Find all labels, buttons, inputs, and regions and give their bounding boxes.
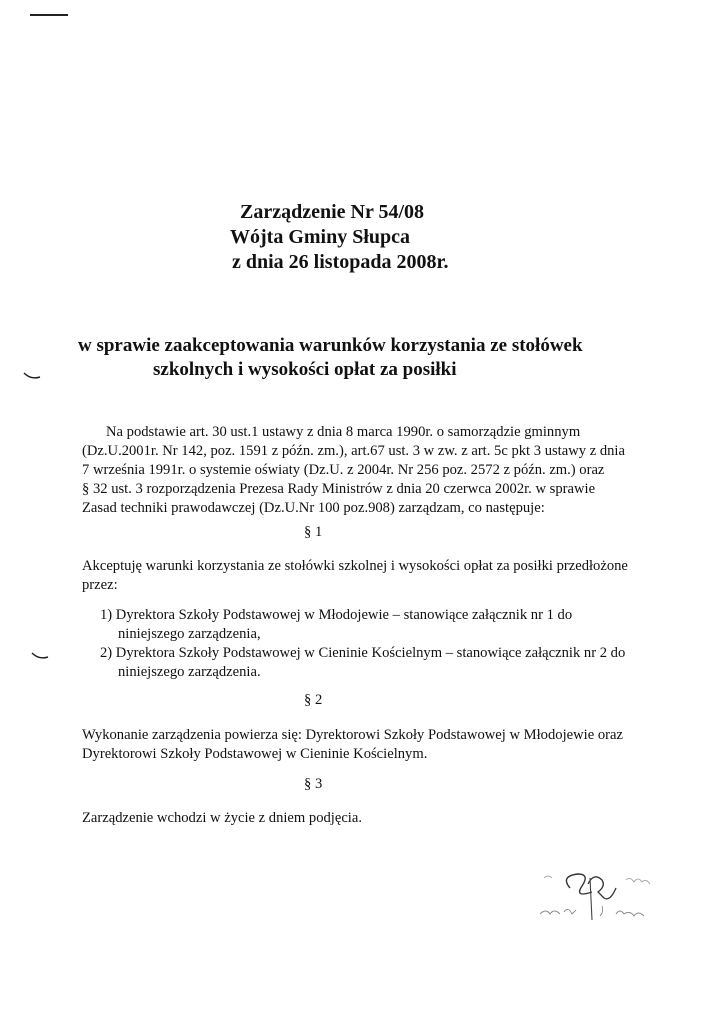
list-item-continuation: niniejszego zarządzenia, (118, 626, 261, 642)
text-line: Wykonanie zarządzenia powierza się: Dyrektorowi Szkoły Podstawowej w Młodojewie oraz (82, 727, 623, 743)
section-heading: § 1 (304, 524, 323, 540)
principal-list (100, 606, 640, 682)
title-line: z dnia 26 listopada 2008r. (232, 251, 449, 273)
section-heading: § 2 (304, 692, 323, 708)
title-line: Zarządzenie Nr 54/08 (240, 201, 425, 223)
text-line: przez: (82, 577, 118, 593)
subject-line: szkolnych i wysokości opłat za posiłki (153, 359, 457, 380)
title-line: Wójta Gminy Słupca (230, 226, 411, 248)
text-line: (Dz.U.2001r. Nr 142, poz. 1591 z późn. zm.), art.67 ust. 3 w zw. z art. 5c pkt 3 ustawy z dnia (82, 443, 625, 459)
section-heading: § 3 (304, 776, 323, 792)
subject-line: w sprawie zaakceptowania warunków korzystania ze stołówek (78, 335, 583, 356)
list-item-continuation: niniejszego zarządzenia. (118, 664, 261, 680)
legal-basis-paragraph (82, 423, 642, 518)
text-line: Akceptuję warunki korzystania ze stołówki szkolnej i wysokości opłat za posiłki przedłożone (82, 558, 628, 574)
accept-paragraph (82, 557, 642, 595)
execution-paragraph (82, 726, 642, 764)
handwritten-signature (530, 858, 680, 938)
scan-tick-mark (30, 650, 50, 662)
text-line: § 32 ust. 3 rozporządzenia Prezesa Rady Ministrów z dnia 20 czerwca 2002r. w sprawie (82, 481, 596, 497)
scan-mark-top (30, 14, 68, 16)
list-item: 1) Dyrektora Szkoły Podstawowej w Młodojewie – stanowiące załącznik nr 1 do (100, 607, 573, 623)
text-line: Zasad techniki prawodawczej (Dz.U.Nr 100 poz.908) zarządzam, co następuje: (82, 500, 545, 516)
scan-tick-mark (22, 370, 42, 382)
document-title (230, 200, 530, 275)
final-paragraph: Zarządzenie wchodzi w życie z dniem podjęcia. (82, 810, 362, 826)
text-line: Na podstawie art. 30 ust.1 ustawy z dnia 8 marca 1990r. o samorządzie gminnym (106, 424, 581, 440)
text-line: Dyrektorowi Szkoły Podstawowej w Cieninie Kościelnym. (82, 746, 428, 762)
document-subject (78, 334, 678, 382)
text-line: 7 września 1991r. o systemie oświaty (Dz.U. z 2004r. Nr 256 poz. 2572 z późn. zm.) oraz (82, 462, 605, 478)
list-item: 2) Dyrektora Szkoły Podstawowej w Cieninie Kościelnym – stanowiące załącznik nr 2 do (100, 645, 626, 661)
